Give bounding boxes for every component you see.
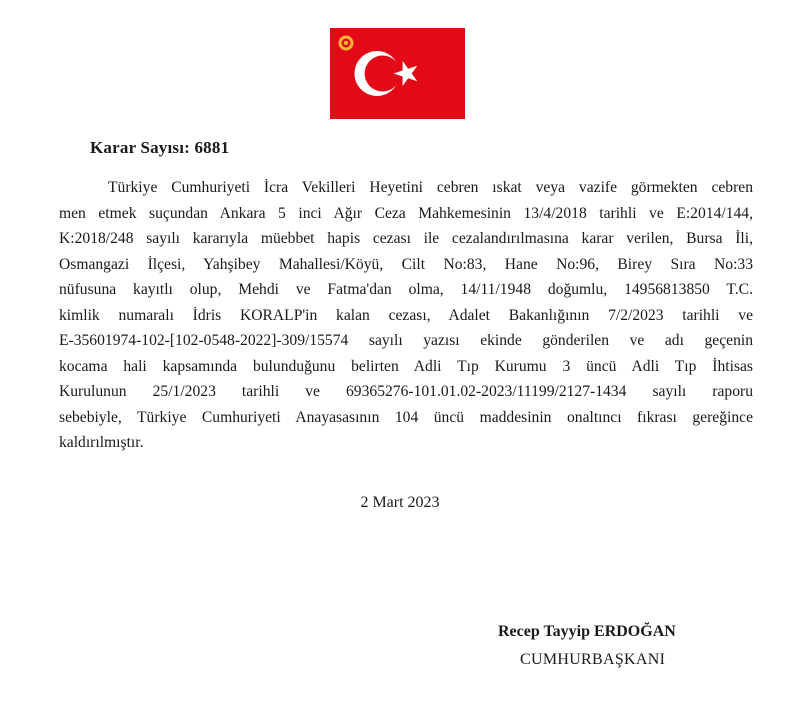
body-line: kaldırılmıştır. bbox=[59, 434, 144, 451]
body-line: kocama hali kapsamında bulunduğunu belirten Adli Tıp Kurumu 3 üncü Adli Tıp İhtisas bbox=[59, 357, 753, 375]
signer-title: CUMHURBAŞKANI bbox=[520, 651, 666, 668]
body-line: sebebiyle, Türkiye Cumhuriyeti Anayasasının 104 üncü maddesinin onaltıncı fıkrası gereğince bbox=[59, 408, 753, 426]
presidential-seal-icon bbox=[339, 36, 354, 51]
body-line: Kurulunun 25/1/2023 tarihli ve 69365276-101.01.02-2023/11199/2127-1434 sayılı raporu bbox=[59, 383, 753, 400]
signer-name: Recep Tayyip ERDOĞAN bbox=[498, 623, 676, 640]
decree-body bbox=[59, 175, 753, 456]
turkish-flag-icon bbox=[330, 28, 465, 119]
decree-number: Karar Sayısı: 6881 bbox=[90, 138, 230, 157]
decree-date: 2 Mart 2023 bbox=[360, 494, 440, 511]
body-line: kimlik numaralı İdris KORALP'in kalan cezası, Adalet Bakanlığının 7/2/2023 tarihli ve bbox=[59, 306, 753, 324]
body-line: men etmek suçundan Ankara 5 inci Ağır Ceza Mahkemesinin 13/4/2018 tarihli ve E:2014/144, bbox=[59, 204, 753, 222]
body-line: K:2018/248 sayılı kararıyla müebbet hapis cezası ile cezalandırılmasına karar verilen, Bursa İli, bbox=[59, 230, 753, 247]
body-line: E-35601974-102-[102-0548-2022]-309/15574 sayılı yazısı ekinde gönderilen ve adı geçenin bbox=[59, 332, 753, 349]
body-line: Osmangazi İlçesi, Yahşibey Mahallesi/Köyü, Cilt No:83, Hane No:96, Birey Sıra No:33 bbox=[59, 255, 753, 273]
body-line: Türkiye Cumhuriyeti İcra Vekilleri Heyetini cebren ıskat veya vazife görmekten cebren bbox=[108, 179, 753, 196]
body-line: nüfusuna kayıtlı olup, Mehdi ve Fatma'dan olma, 14/11/1948 doğumlu, 14956813850 T.C. bbox=[59, 281, 753, 298]
